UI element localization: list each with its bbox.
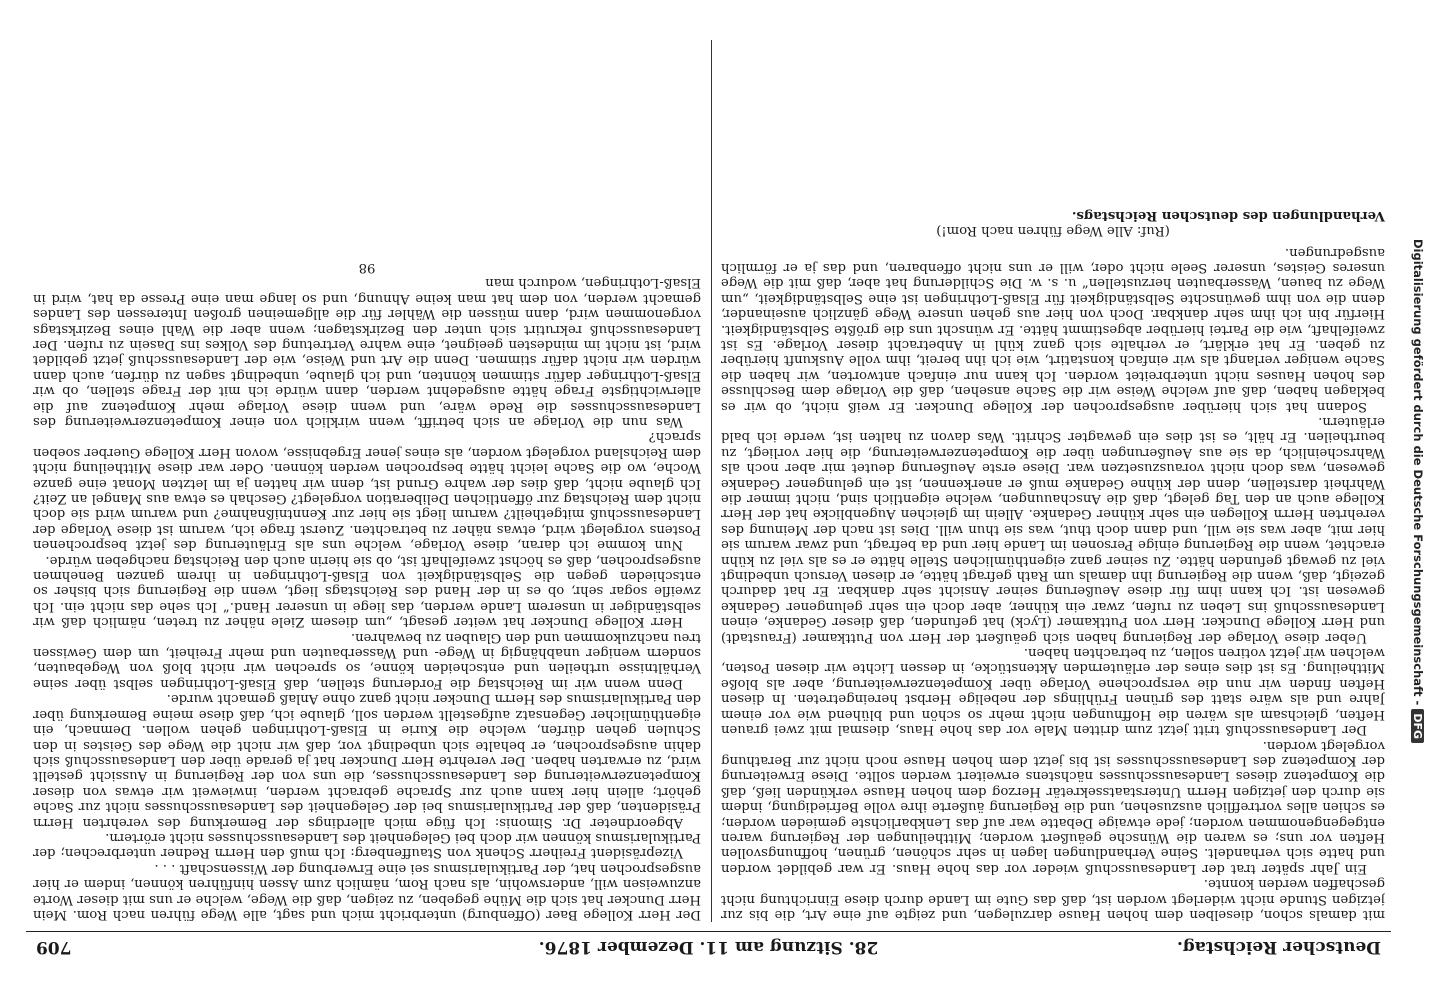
interjection: (Ruf: Alle Wege führen nach Rom!) (936, 223, 1170, 239)
left-column (721, 40, 1385, 922)
left-paragraph: Ein Jahr später trat der Landesausschuß wieder vor das hohe Haus. Er war gebildet worden und hatte sich verhandelt. Seine Verhandlungen lagen in sehr schönen, grünen, hoffnungsvollen Heften vor uns; es waren die Wünsche geäußert worden; Mittheilungen der Regierung waren entgegengenommen worden; jede etwaige Debatte war auf das Lenkbarlichste gemieden worden; es schien alles vortrefflich auszusehen, und die Regierung äußerte ihre volle Befriedigung, indem sie durch den jetzigen Herrn Unterstaatssekretär Herzog dem hohen Hause verkünden ließ, daß die Kompetenz dieses Landesausschusses nächstens erweitert werden sollte. Diese Erweiterung der Kompetenz des Landesausschusses ist bis jetzt dem hohen Hause noch nicht zur Berathung vorgelegt worden. (721, 737, 1385, 876)
footer-note: Verhandlungen des deutschen Reichstags. (1071, 207, 1385, 223)
header-publication: Deutscher Reichstag. (1176, 937, 1381, 957)
document-page (26, 30, 1391, 960)
page-number: 709 (36, 937, 72, 957)
right-column (33, 40, 701, 922)
left-paragraph: mit damals schon, dieselben dem hohen Hause darzulegen, und zeigte auf eine Art, die bis zur jetzigen Stunde nicht widerlegt worden ist, daß das Gute im Lande durch diese Einrichtung nicht geschaffen werden konnte. (721, 876, 1385, 922)
right-paragraph: Abgeordneter Dr. Simonis: Ich füge mich allerdings der Bemerkung des verehrten Herrn Präsidenten, daß der Partikularismus bei der Gelegenheit des Landesausschusses nicht zur Sache gehört; allein hier kann auch zur Sprache gebracht werden, inwieweit wir etwas von dieser Kompetenzerweiterung des Landesausschusses, die uns von der Regierung in Aussicht gestellt wird, zu erwarten haben. Der verehrte Herr Duncker hat ja gerade über den Landesausschuß sich dahin ausgesprochen, er behalte sich unbedingt vor, daß wir nicht die Wege des Geistes in den Schulen gehen dürfen, welche die Kurie in Elsaß-Lothringen gehen wollen. Demnach, ein eigenthümlicher Gegensatz aufgestellt werden soll, glaube ich, daß diese meine Bemerkung über den Partikularismus des Herrn Duncker nicht ganz ohne Anlaß gemacht wurde. (33, 691, 701, 830)
right-paragraph: Der Herr Kollege Baer (Offenburg) unterbricht mich und sagt, alle Wege führen nach Rom. Mein Herr Duncker hat sich die Mühe gegeben, zu zeigen, daß die Wege, welche er uns mit dieser Worte anzuweisen will, anderswohin, als nach Rom, nämlich zum Assen hinführen können, indem er hier ausgesprochen hat, der Partikularismus sei eine Erwerbung der Wissenschaft . . . (33, 860, 701, 922)
left-paragraph: Der Landesausschuß tritt jetzt zum dritten Male vor das hohe Haus, diesmal mit zwei grauen Heften, gleichsam als wären die Hoffnungen nicht mehr so schön und blühend wie vor einem Jahre und als wäre statt des grünen Frühlings der nebelige Herbst hereingetreten. In diesen Heften finden wir nun die versprochene Vorlage über Kompetenzerweiterung, aber als bloße Mittheilung. Es ist dies eines der erläuternden Aktenstücke, in dessen Lichte wir diesen Posten, welchen wir jetzt votiren sollen, zu betrachten haben. (721, 645, 1385, 738)
stamp-text (1411, 21, 1425, 961)
signature-mark: 98 (358, 259, 376, 275)
digitization-stamp (1408, 14, 1430, 974)
right-paragraph: Was nun die Vorlage an sich betrifft, wenn wirklich von einer Kompetenzerweiterung des Landesausschusses die Rede wäre, und wenn diese Vorlage mehr Kompetenz auf die allerwichtigste Frage hätte ausgedehnt werden, dann würde ich mit der Frage stellen, ob wir Elsaß-Lothringer dafür stimmen könnten, und ich glaube, unbedingt sagen zu dürfen, auch dann würden wir nicht dafür stimmen. Denn die Art und Weise, wie der Landesausschuß jetzt gebildet wird, ist nicht im mindesten geeignet, eine wahre Vertretung des Volkes ins Dasein zu rufen. Der Landesausschuß rekrutirt sich unter den Bezirkstagen; wenn aber die Wahl eines Bezirkstags vorgenommen wird, dann müssen die Wähler für die allgemeinen großen Interessen des Landes gemacht werden, von dem hat man keine Ahnung, und so lange man eine Presse da hat, wird in Elsaß-Lothringen, wodurch man (33, 275, 701, 429)
right-paragraph: Vizepräsident Freiherr Schenk von Stauffenberg: Ich muß den Herrn Redner unterbrechen; der Partikularismus können wir doch bei Gelegenheit des Landesausschusses nicht erörtern. (33, 829, 701, 861)
right-paragraph: Denn wenn wir im Reichstag die Forderung stellen, daß Elsaß-Lothringen selbst über seine Verhältnisse urtheilen und entscheiden könne, so sprechen wir nicht bloß von Wegebauten, sondern weniger unabhängig in Wege- und Wasserbauten und mehr Freiheit, um dem Gewissen treu nachzukommen und den Glauben zu bewahren. (33, 629, 701, 691)
left-paragraph: Ueber diese Vorlage der Regierung haben sich geäußert der Herr von Puttkamer (Fraustadt) und Herr Kollege Duncker. Herr von Puttkamer (Lyck) hat gefunden, daß dieser Gedanke, einen Landesausschuß ins Leben zu rufen, zwar ein kühner, aber doch ein sehr gelungener Gedanke gewesen ist. Ich kann ihm für diese Aeußerung seiner Ansicht sehr dankbar. Er hat dadurch gezeigt, daß, wenn die Regierung ihn damals um Rath gefragt hätte, er diesen Versuch unbedingt viel zu gewagt gefunden hätte. Zu seiner ganz eigenthümlichen Stelle hätte er es als viel zu kühn erachtet, wenn die Regierung einige Personen im Lande hier und da befragt, und zwar warum sie hier mit, aber was sie will, und dann doch thut, was sie thun will. Dies ist nach der Meinung des verehrten Herrn Kollegen ein sehr kühner Gedanke. Allein im gleichen Augenblicke hat der Herr Kollege auch an den Tag gelegt, daß die Anschauungen, welche eigentlich sind, nicht immer die Wahrheit darstellen, denn der kühne Gedanke muß er anerkennen, ist ein gelungener Gedanke gewesen, was doch nicht vorauszusetzen war. Diese erste Aeußerung deutet mir aber noch als Wahrscheinlich, da sie aus Aeußerungen über die Kompetenzerweiterung, die hier vorliegt, zu beurtheilen. Er hält, es ist dies ein gewagter Schritt. Was davon zu halten ist, werde ich bald erläutern. (721, 414, 1385, 645)
stamp-label: Digitalisierung gefördert durch die Deutsche Forschungsgemeinschaft - (1411, 238, 1425, 706)
right-paragraph: Herr Kollege Duncker hat weiter gesagt, „um diesem Ziele näher zu treten, nämlich daß wir selbständiger in unserem Lande werden, das liege in unserer Hand.“ Ich sehe das nicht ein. Ich zweifle sogar sehr, ob es in der Hand des Reichstags liegt, wenn die Regierung sich bisher so entschieden gegen die Selbständigkeit von Elsaß-Lothringen in ihrem ganzen Benehmen ausgesprochen, daß es höchst zweifelhaft ist, ob sie hierin auch den Reichstag nachgeben würde. (33, 552, 701, 630)
right-paragraph: Nun komme ich daran, diese Vorlage, welche uns als Erläuterung des jetzt besprochenen Postens vorgelegt wird, etwas näher zu betrachten. Zuerst frage ich, warum ist diese Vorlage der Landesausschuß mitgetheilt? warum liegt sie hier zur Kenntnißnahme? und warum wird sie doch nicht dem Reichstag zur öffentlichen Deliberation vorgelegt? Geschah es etwa aus Mangel an Zeit? Ich glaube nicht, daß dies der wahre Grund ist, denn wir hatten ja im letzten Monat eine ganze Woche, wo die Sache leicht hätte besprochen werden können. Oder war diese Mittheilung nicht dem Reichsland vorgelegt worden, als eines jener Ergebnisse, wovon Herr Kollege Guerber soeben sprach? (33, 429, 701, 553)
page-header (26, 931, 1391, 960)
column-divider (711, 40, 712, 922)
dfg-logo: DFG (1411, 709, 1424, 743)
header-session: 28. Sitzung am 11. Dezember 1876. (538, 937, 879, 957)
left-paragraph: Sodann hat sich hierüber ausgesprochen der Kollege Duncker. Er weiß nicht, ob wir es beklagen haben, daß auf welche Weise wir die Sache ansehen, daß die Vorlage dem Beschlusse des hohen Hauses nicht unterbreitet worden. Ich kann nur einfach antworten, wir haben die Sache weniger verlangt als wir einfach konstatirt, wie ich ihn bereit, ihm volle Auskunft hierüber zu geben. Er hat erklärt, er verhalte sich ganz kühl in Anbetracht dieser Vorlage. Es ist zweifelhaft, wie die Partei hierüber abgestimmt hätte. Er wünscht uns die größte Selbständigkeit. Hierfür bin ich ihm sehr dankbar. Doch von hier aus gehen unsere Wege gänzlich auseinander, denn die von ihm gewünschte Selbständigkeit für Elsaß-Lothringen ist eine Selbständigkeit, „um Wege zu bauen, Wasserbauten herzustellen“ u. s. w. Die Schilderung hat aber, daß mit die Wege unseres Geistes, unserer Seele nicht oder, will er uns nicht offenbaren, und das ja er förmlich ausgedrungen. (721, 244, 1385, 414)
